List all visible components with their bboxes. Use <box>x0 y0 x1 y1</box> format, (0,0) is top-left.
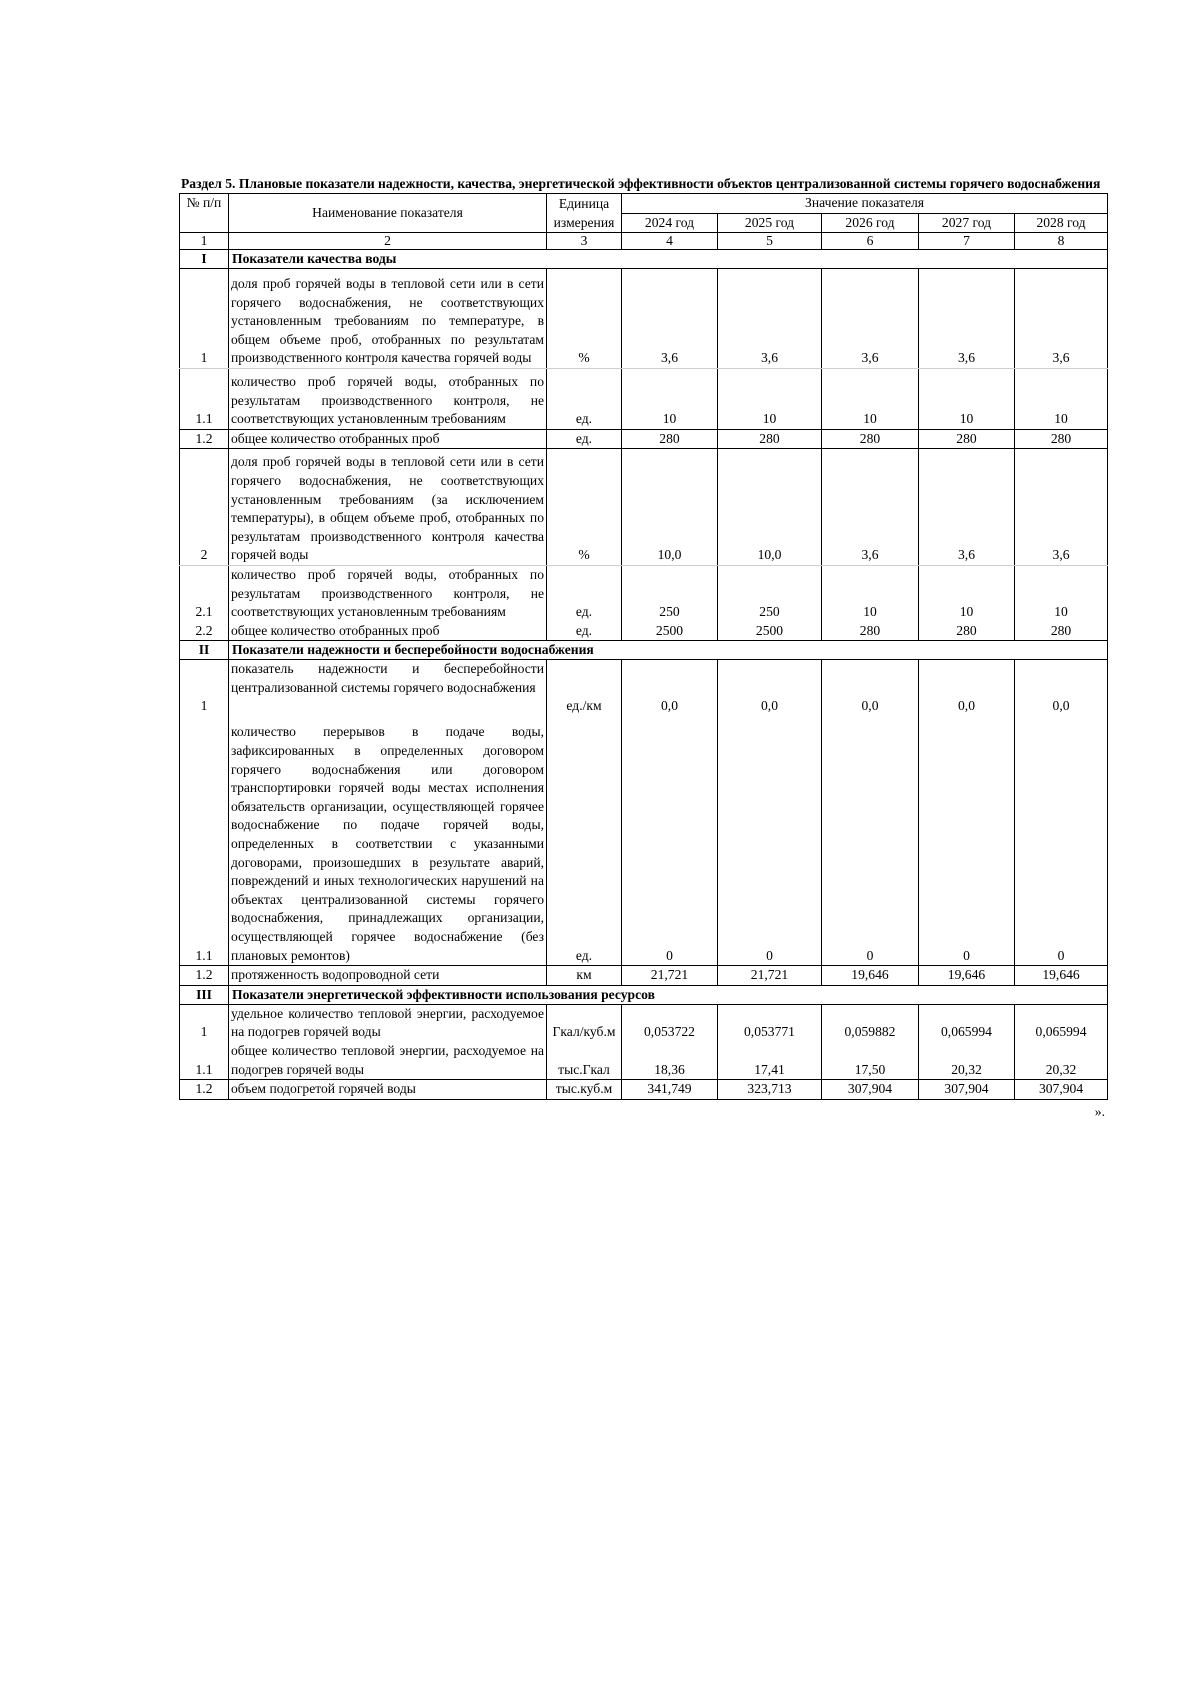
row-value: 341,749 <box>622 1080 718 1100</box>
row-value: 10 <box>822 565 919 621</box>
row-value: 280 <box>822 429 919 449</box>
table-row <box>180 1080 1108 1100</box>
row-value: 19,646 <box>822 966 919 986</box>
row-value: 280 <box>622 429 718 449</box>
section-row <box>180 641 1108 660</box>
row-value: 280 <box>919 429 1015 449</box>
row-value: 19,646 <box>919 966 1015 986</box>
row-value: 10 <box>1015 565 1108 621</box>
row-value: 2500 <box>718 622 822 641</box>
column-number: 4 <box>622 233 718 250</box>
indicators-table <box>179 193 1108 1100</box>
row-unit: % <box>547 449 622 566</box>
row-num: 1.2 <box>180 429 229 449</box>
row-value: 307,904 <box>822 1080 919 1100</box>
row-value: 307,904 <box>1015 1080 1108 1100</box>
row-value: 0 <box>1015 723 1108 965</box>
row-value: 280 <box>822 622 919 641</box>
table-row <box>180 966 1108 986</box>
table-row <box>180 565 1108 621</box>
row-value: 0 <box>919 723 1015 965</box>
row-value: 3,6 <box>1015 269 1108 369</box>
section-roman: II <box>180 641 229 660</box>
section-title: Раздел 5. Плановые показатели надежности, качества, энергетической эффективности объектов централизованной системы горячего водоснабжения <box>181 176 1101 191</box>
row-value: 21,721 <box>718 966 822 986</box>
row-name: количество проб горячей воды, отобранных по результатам производственного контроля, не соответствующих установленным требованиям <box>229 565 547 621</box>
row-value: 3,6 <box>718 269 822 369</box>
row-value: 10,0 <box>622 449 718 566</box>
row-name: количество перерывов в подаче воды, зафиксированных в определенных договором горячего водоснабжения или договором транспортировки горячей воды местах исполнения обязательств организации, осуществляющей горячее водоснабжение по подаче горячей воды, определенных в соответствии с указанными договорами, произошедших в результате аварий, повреждений и иных технологических нарушений на объектах централизованной системы горячего водоснабжения, принадлежащих организации, осуществляющей горячее водоснабжение (без плановых ремонтов) <box>229 723 547 965</box>
row-name: доля проб горячей воды в тепловой сети или в сети горячего водоснабжения, не соответствующих установленным требованиям (за исключением температуры), в общем объеме проб, отобранных по результатам производственного контроля качества горячей воды <box>229 449 547 566</box>
row-value: 280 <box>1015 429 1108 449</box>
header-value: Значение показателя <box>622 194 1108 214</box>
row-value: 21,721 <box>622 966 718 986</box>
column-number: 6 <box>822 233 919 250</box>
row-value: 0,065994 <box>919 1004 1015 1042</box>
row-value: 0,0 <box>622 660 718 724</box>
section-row <box>180 250 1108 269</box>
row-value: 10 <box>622 368 718 429</box>
row-num: 1.1 <box>180 1042 229 1080</box>
row-unit: % <box>547 269 622 369</box>
row-value: 3,6 <box>1015 449 1108 566</box>
header-name: Наименование показателя <box>229 194 547 233</box>
row-num: 1 <box>180 1004 229 1042</box>
column-number: 7 <box>919 233 1015 250</box>
row-num: 1 <box>180 660 229 724</box>
row-name: общее количество отобранных проб <box>229 622 547 641</box>
row-value: 0,0 <box>718 660 822 724</box>
header-year: 2026 год <box>822 213 919 233</box>
row-name: общее количество тепловой энергии, расходуемое на подогрев горячей воды <box>229 1042 547 1080</box>
table-row <box>180 1042 1108 1080</box>
row-unit: ед. <box>547 429 622 449</box>
column-number: 1 <box>180 233 229 250</box>
row-value: 0,0 <box>822 660 919 724</box>
row-value: 17,50 <box>822 1042 919 1080</box>
row-num: 2.2 <box>180 622 229 641</box>
row-name: объем подогретой горячей воды <box>229 1080 547 1100</box>
header-unit: Единица измерения <box>547 194 622 233</box>
table-row <box>180 1004 1108 1042</box>
row-value: 17,41 <box>718 1042 822 1080</box>
row-value: 10 <box>822 368 919 429</box>
row-name: показатель надежности и бесперебойности централизованной системы горячего водоснабжения <box>229 660 547 724</box>
row-value: 0 <box>622 723 718 965</box>
row-unit: ед. <box>547 723 622 965</box>
column-number: 5 <box>718 233 822 250</box>
row-value: 323,713 <box>718 1080 822 1100</box>
section-roman: I <box>180 250 229 269</box>
row-unit: тыс.Гкал <box>547 1042 622 1080</box>
table-row <box>180 368 1108 429</box>
table-row <box>180 429 1108 449</box>
row-value: 18,36 <box>622 1042 718 1080</box>
row-num: 1.1 <box>180 368 229 429</box>
row-num: 1.2 <box>180 1080 229 1100</box>
row-name: удельное количество тепловой энергии, расходуемое на подогрев горячей воды <box>229 1004 547 1042</box>
row-value: 280 <box>1015 622 1108 641</box>
row-value: 280 <box>718 429 822 449</box>
row-unit: ед. <box>547 368 622 429</box>
row-unit: ед. <box>547 622 622 641</box>
table-row <box>180 660 1108 724</box>
row-value: 250 <box>718 565 822 621</box>
row-value: 20,32 <box>919 1042 1015 1080</box>
column-numbering-row <box>180 233 1108 250</box>
row-value: 10 <box>1015 368 1108 429</box>
table-row <box>180 449 1108 566</box>
row-num: 1 <box>180 269 229 369</box>
row-value: 0,053722 <box>622 1004 718 1042</box>
row-value: 307,904 <box>919 1080 1015 1100</box>
row-value: 250 <box>622 565 718 621</box>
row-value: 2500 <box>622 622 718 641</box>
row-value: 10 <box>919 368 1015 429</box>
row-value: 0,053771 <box>718 1004 822 1042</box>
row-num: 1.2 <box>180 966 229 986</box>
header-row-1 <box>180 194 1108 214</box>
row-value: 10 <box>919 565 1015 621</box>
row-value: 0 <box>822 723 919 965</box>
row-value: 0,0 <box>919 660 1015 724</box>
row-unit: тыс.куб.м <box>547 1080 622 1100</box>
header-year: 2028 год <box>1015 213 1108 233</box>
row-value: 19,646 <box>1015 966 1108 986</box>
row-value: 3,6 <box>622 269 718 369</box>
section-name: Показатели надежности и бесперебойности водоснабжения <box>229 641 1108 660</box>
column-number: 2 <box>229 233 547 250</box>
row-num: 1.1 <box>180 723 229 965</box>
row-num: 2 <box>180 449 229 566</box>
row-name: количество проб горячей воды, отобранных по результатам производственного контроля, не соответствующих установленным требованиям <box>229 368 547 429</box>
column-number: 8 <box>1015 233 1108 250</box>
column-number: 3 <box>547 233 622 250</box>
row-name: доля проб горячей воды в тепловой сети или в сети горячего водоснабжения, не соответствующих установленным требованиям по температуре, в общем объеме проб, отобранных по результатам производственного контроля качества горячей воды <box>229 269 547 369</box>
header-year: 2025 год <box>718 213 822 233</box>
row-value: 10 <box>718 368 822 429</box>
document-page <box>179 176 1107 1120</box>
row-num: 2.1 <box>180 565 229 621</box>
row-value: 0,059882 <box>822 1004 919 1042</box>
row-value: 3,6 <box>919 269 1015 369</box>
row-value: 3,6 <box>822 449 919 566</box>
row-value: 10,0 <box>718 449 822 566</box>
row-value: 3,6 <box>822 269 919 369</box>
row-unit: км <box>547 966 622 986</box>
row-unit: Гкал/куб.м <box>547 1004 622 1042</box>
row-unit: ед./км <box>547 660 622 724</box>
closing-quote: ». <box>1094 1103 1105 1119</box>
row-unit: ед. <box>547 565 622 621</box>
section-name: Показатели энергетической эффективности использования ресурсов <box>229 985 1108 1004</box>
row-value: 280 <box>919 622 1015 641</box>
section-name: Показатели качества воды <box>229 250 1108 269</box>
header-year: 2027 год <box>919 213 1015 233</box>
table-row <box>180 723 1108 965</box>
section-roman: III <box>180 985 229 1004</box>
row-value: 0,065994 <box>1015 1004 1108 1042</box>
row-name: протяженность водопроводной сети <box>229 966 547 986</box>
row-value: 0,0 <box>1015 660 1108 724</box>
row-value: 20,32 <box>1015 1042 1108 1080</box>
row-name: общее количество отобранных проб <box>229 429 547 449</box>
row-value: 0 <box>718 723 822 965</box>
header-year: 2024 год <box>622 213 718 233</box>
section-row <box>180 985 1108 1004</box>
row-value: 3,6 <box>919 449 1015 566</box>
table-row <box>180 622 1108 641</box>
header-num: № п/п <box>180 194 229 233</box>
table-row <box>180 269 1108 369</box>
